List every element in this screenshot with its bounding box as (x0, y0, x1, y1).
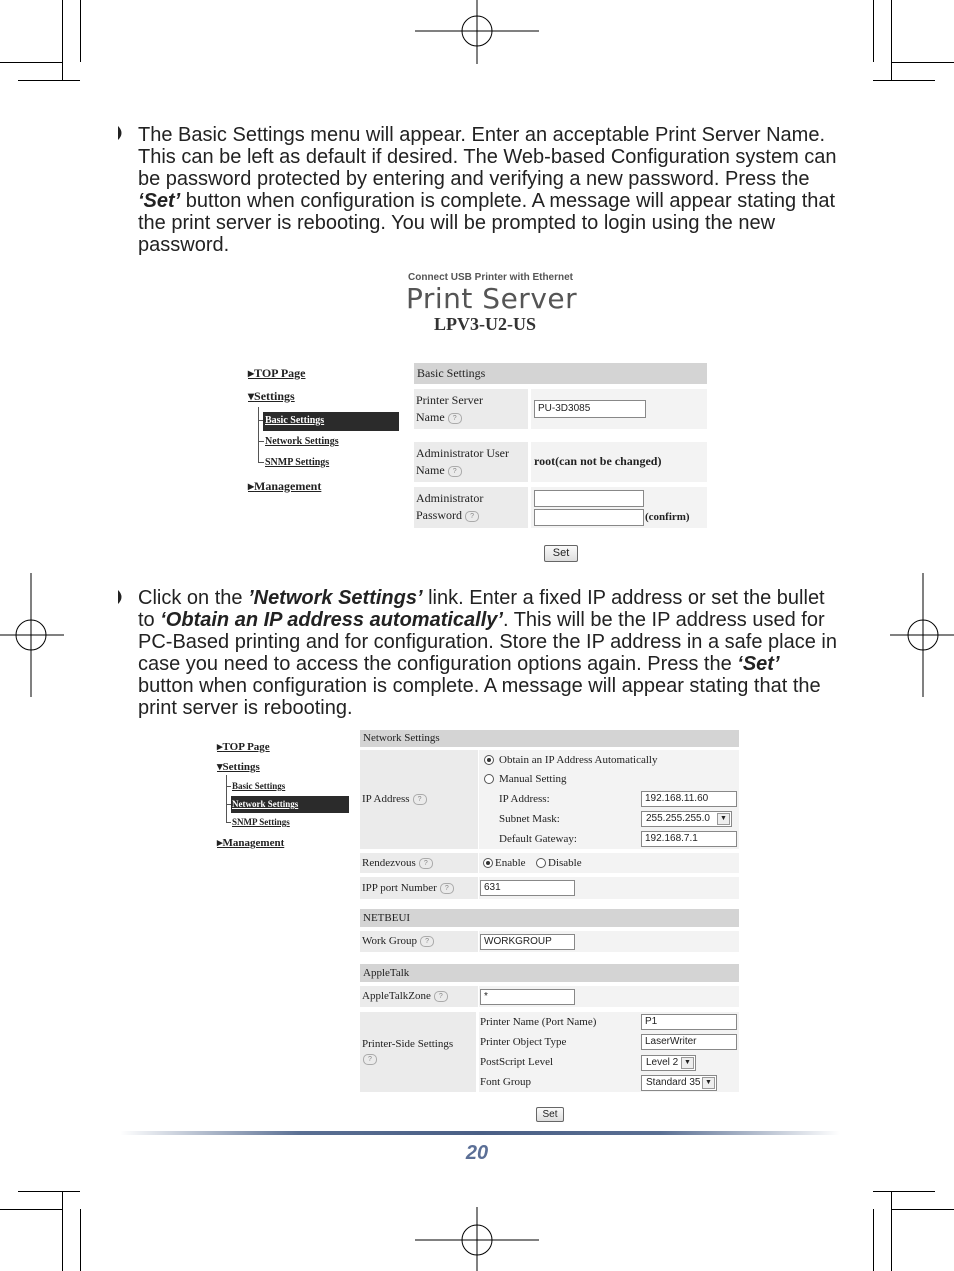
printer-name-label: Printer Name (Port Name) (480, 1016, 597, 1028)
tree-line (226, 822, 231, 823)
ipp-port-label (360, 877, 478, 899)
nav-top-page[interactable]: ▸TOP Page (217, 741, 270, 753)
manual-setting-radio[interactable] (484, 774, 494, 784)
printer-name-input[interactable]: P1 (641, 1014, 737, 1030)
rendezvous-label (360, 853, 478, 873)
printer-server-name-input[interactable]: PU-3D3085 (534, 400, 646, 418)
help-icon[interactable]: ? (363, 1054, 377, 1065)
help-icon[interactable]: ? (434, 991, 448, 1002)
set-button[interactable]: Set (544, 545, 578, 562)
admin-user-name-label (414, 442, 528, 482)
subnet-mask-select[interactable] (641, 811, 732, 827)
help-icon[interactable]: ? (420, 936, 434, 947)
nav-top-page-label: TOP Page (222, 741, 270, 753)
printer-object-type-input[interactable]: LaserWriter (641, 1034, 737, 1050)
printer-side-settings-label (360, 1012, 476, 1092)
label-text: Printer-Side Settings (362, 1038, 454, 1050)
admin-password-input[interactable] (534, 490, 644, 507)
default-gateway-input[interactable]: 192.168.7.1 (641, 831, 737, 847)
work-group-label (360, 931, 478, 952)
section-header-basic-settings: Basic Settings (414, 363, 707, 384)
crop-mark (873, 1209, 874, 1271)
crop-mark (873, 0, 874, 62)
default-gateway-label: Default Gateway: (499, 833, 577, 845)
network-settings-emphasis: ’Network Settings’ (248, 587, 423, 609)
option-label: Enable (495, 857, 526, 869)
rendezvous-enable-radio[interactable] (483, 858, 493, 868)
crop-mark (80, 0, 81, 62)
help-icon[interactable]: ? (465, 511, 479, 522)
bullet-icon (116, 126, 126, 140)
ip-address-field-label: IP Address: (499, 793, 550, 805)
tree-line (258, 462, 264, 463)
bullet-icon (116, 590, 126, 604)
network-settings-instructions (138, 587, 838, 719)
printer-server-name-label (414, 389, 528, 429)
crop-mark (0, 62, 62, 63)
ip-address-label (360, 750, 478, 849)
option-label: Disable (548, 857, 582, 869)
nav-management-label: Management (222, 837, 285, 849)
rendezvous-disable-option[interactable] (536, 857, 582, 869)
nav-snmp-settings[interactable]: SNMP Settings (232, 817, 290, 827)
select-value: Level 2 (646, 1057, 679, 1068)
select-value: Standard 35 (646, 1077, 701, 1088)
page-number: 20 (465, 1142, 489, 1164)
registration-mark-icon (890, 573, 954, 697)
label-text: IP Address (362, 793, 410, 805)
nav-top-page[interactable]: ▸TOP Page (248, 366, 306, 380)
help-icon[interactable]: ? (448, 466, 462, 477)
chevron-down-icon[interactable]: ▼ (702, 1077, 715, 1089)
instruction-text: Click on the (138, 587, 249, 609)
label-line: Name (416, 463, 445, 477)
nav-top-page-label: TOP Page (254, 366, 306, 380)
ipp-port-input[interactable]: 631 (480, 880, 575, 896)
chevron-down-icon[interactable]: ▼ (717, 813, 730, 825)
appletalk-zone-input[interactable]: * (480, 989, 575, 1005)
nav-settings[interactable]: ▾Settings (248, 389, 295, 403)
section-header-netbeui: NETBEUI (360, 909, 739, 927)
registration-mark-icon (415, 1207, 539, 1271)
tree-line (226, 786, 231, 787)
subnet-mask-label: Subnet Mask: (499, 813, 560, 825)
rendezvous-enable-option[interactable] (483, 857, 526, 869)
nav-management[interactable]: ▸Management (248, 479, 322, 493)
rendezvous-disable-radio[interactable] (536, 858, 546, 868)
tagline: Connect USB Printer with Ethernet (408, 272, 574, 283)
admin-password-label (414, 487, 528, 528)
chevron-down-icon[interactable]: ▼ (681, 1057, 694, 1069)
footer-divider (120, 1131, 840, 1135)
admin-password-confirm-input[interactable] (534, 509, 644, 526)
label-text: Rendezvous (362, 857, 416, 869)
ip-address-input[interactable]: 192.168.11.60 (641, 791, 737, 807)
crop-mark (892, 62, 954, 63)
work-group-input[interactable]: WORKGROUP (480, 934, 575, 950)
appletalk-zone-label (360, 986, 478, 1007)
manual-setting-option[interactable] (484, 773, 567, 785)
label-line: Name (416, 410, 445, 424)
nav-network-settings[interactable]: Network Settings (232, 799, 299, 809)
font-group-label: Font Group (480, 1076, 532, 1088)
set-emphasis: ‘Set’ (138, 190, 181, 212)
label-line: Administrator (416, 491, 484, 505)
crop-mark (891, 1191, 892, 1271)
help-icon[interactable]: ? (440, 883, 454, 894)
confirm-label: (confirm) (645, 511, 690, 523)
instruction-text: button when configuration is complete. A message will appear stating that the print server is rebooting. You will be prompted to login using the new password. (138, 190, 836, 256)
nav-basic-settings[interactable]: Basic Settings (265, 415, 325, 426)
printer-object-type-label: Printer Object Type (480, 1036, 567, 1048)
label-text: AppleTalkZone (362, 990, 431, 1002)
set-emphasis: ‘Set’ (737, 653, 780, 675)
obtain-auto-radio[interactable] (484, 755, 494, 765)
registration-mark-icon (0, 573, 64, 697)
option-label: Obtain an IP Address Automatically (499, 754, 658, 766)
crop-mark (18, 80, 80, 81)
obtain-auto-option[interactable] (484, 754, 657, 766)
label-text: IPP port Number (362, 882, 437, 894)
label-line: Printer Server (416, 393, 483, 407)
crop-mark (62, 0, 63, 80)
crop-mark (0, 1209, 62, 1210)
basic-settings-instructions (138, 124, 838, 256)
crop-mark (80, 1209, 81, 1271)
crop-mark (892, 1209, 954, 1210)
postscript-level-label: PostScript Level (480, 1056, 554, 1068)
instruction-text: link. Enter a fixed IP address or set the bullet to (138, 587, 825, 631)
nav-basic-settings[interactable]: Basic Settings (232, 781, 286, 791)
nav-management-label: Management (254, 479, 322, 493)
font-group-select[interactable] (641, 1075, 717, 1091)
crop-mark (18, 1191, 80, 1192)
select-value: 255.255.255.0 (646, 813, 710, 824)
obtain-ip-emphasis: ‘Obtain an IP address automatically’ (160, 609, 503, 631)
nav-settings[interactable]: ▾Settings (217, 761, 260, 773)
crop-mark (62, 1191, 63, 1271)
network-settings-screenshot (214, 728, 744, 1128)
section-header-appletalk: AppleTalk (360, 964, 739, 982)
crop-mark (873, 80, 935, 81)
instruction-text: The Basic Settings menu will appear. Enter an acceptable Print Server Name. This can be left as default if desired. The Web-based Configuration system can be password protected by entering and verifying a new password. Press the (138, 124, 837, 190)
nav-snmp-settings[interactable]: SNMP Settings (265, 457, 330, 468)
nav-settings-label: Settings (254, 389, 295, 403)
set-button[interactable]: Set (536, 1107, 564, 1122)
nav-management[interactable]: ▸Management (217, 837, 285, 849)
admin-user-name-value: root(can not be changed) (534, 454, 662, 468)
postscript-level-select[interactable] (641, 1055, 696, 1071)
tree-line (226, 775, 227, 823)
nav-settings-label: Settings (222, 761, 260, 773)
brand-title: Print Server (406, 282, 578, 315)
section-header-network-settings: Network Settings (360, 730, 739, 747)
crop-mark (873, 1191, 935, 1192)
label-line: Administrator User (416, 446, 509, 460)
crop-mark (891, 0, 892, 80)
model-name: LPV3-U2-US (434, 314, 536, 334)
label-text: Work Group (362, 935, 418, 947)
tree-line (258, 441, 264, 442)
option-label: Manual Setting (499, 773, 567, 785)
label-line: Password (416, 508, 463, 522)
instruction-text: . This will be the IP address used for PC-Based printing and for configuration. Store the IP address in a safe place in case you need to access the configuration options again. Press the (138, 609, 837, 675)
help-icon[interactable]: ? (419, 858, 433, 869)
help-icon[interactable]: ? (448, 413, 462, 424)
registration-mark-icon (415, 0, 539, 64)
tree-line (258, 407, 259, 463)
nav-network-settings[interactable]: Network Settings (265, 436, 339, 447)
help-icon[interactable]: ? (413, 794, 427, 805)
basic-settings-screenshot (244, 262, 710, 568)
instruction-text: button when configuration is complete. A message will appear stating that the print server is rebooting. (138, 675, 821, 719)
